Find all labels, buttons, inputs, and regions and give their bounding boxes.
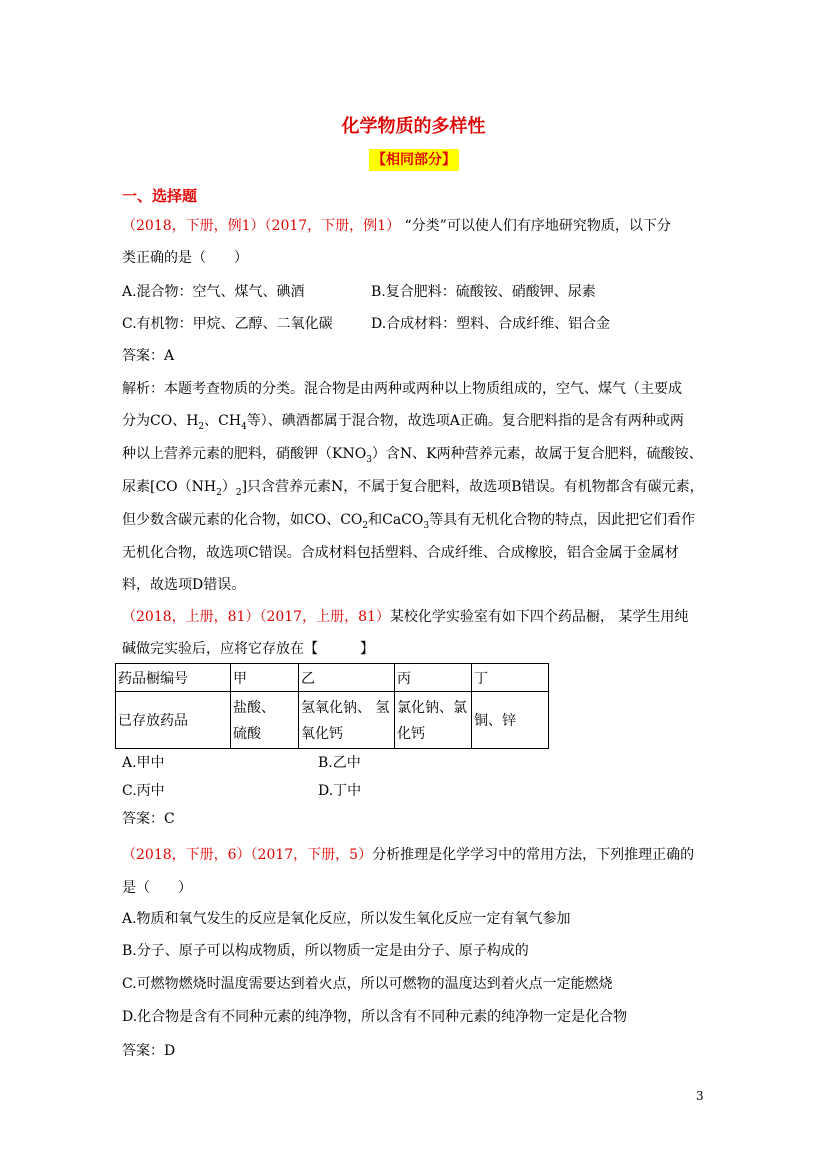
table-cell: 铜、锌 [472, 692, 549, 749]
q2-source: （2018，上册，81）（2017，上册，81） [122, 609, 390, 625]
section-tag: 【相同部分】 [369, 149, 459, 171]
cell-line: 氢氧化钠、 氢 [301, 700, 390, 716]
q1-exp4-text-a: 尿素[CO（NH [122, 479, 217, 495]
table-cell [299, 692, 395, 749]
q1-exp5-text-c: 等具有无机化合物的特点，因此把它们看作 [429, 512, 696, 528]
q2-option-c: C.丙中 [122, 783, 165, 799]
cell-line: 氧化钙 [301, 726, 343, 742]
q1-stem-line2: 类正确的是（ ） [122, 250, 248, 266]
q3-stem-line2: 是（ ） [122, 880, 192, 896]
cell-line: 氯化钠、氯 [397, 700, 467, 716]
q1-explanation-line7: 料，故选项D错误。 [122, 577, 246, 593]
q1-exp2-sub2: 4 [241, 421, 247, 432]
q1-exp3-text-a: 种以上营养元素的肥料，硝酸钾（KNO [122, 446, 367, 462]
section-heading: 一、选择题 [122, 187, 198, 205]
q1-exp5-sub1: 2 [362, 520, 369, 531]
q2-stem-line1 [122, 606, 708, 626]
table-header-cell: 丙 [395, 664, 472, 692]
cell-line: 硫酸 [233, 726, 261, 742]
q2-stem: 某校化学实验室有如下四个药品橱， 某学生用纯 [389, 609, 689, 625]
q1-exp2-text-b: 、CH [204, 413, 242, 429]
q1-option-c: C.有机物：甲烷、乙醇、二氧化碳 [122, 316, 333, 332]
table-header-cell: 乙 [299, 664, 395, 692]
q2-stem-line2: 碱做完实验后，应将它存放在【 】 [122, 641, 374, 657]
q3-option-b: B.分子、原子可以构成物质，所以物质一定是由分子、原子构成的 [122, 943, 529, 959]
q1-exp5-text-a: 但少数含碳元素的化合物，如CO、CO [122, 512, 363, 528]
q1-exp4-text-c: ]只含营养元素N，不属于复合肥料，故选项B错误。有机物都含有碳元素， [241, 479, 704, 495]
q1-option-a: A.混合物：空气、煤气、碘酒 [122, 284, 305, 300]
q3-option-c: C.可燃物燃烧时温度需要达到着火点，所以可燃物的温度达到着火点一定能燃烧 [122, 976, 613, 992]
q3-source: （2018，下册，6）（2017，下册，5） [122, 847, 373, 863]
cabinet-table [115, 663, 549, 749]
q1-explanation-line4 [122, 476, 708, 498]
q1-exp4-sub2: 2 [235, 487, 242, 498]
q1-exp3-sub: 3 [366, 454, 372, 465]
q1-stem-line1 [122, 215, 708, 235]
q1-exp3-text-b: ）含N、K两种营养元素，故属于复合肥料，硫酸铵、 [371, 446, 703, 462]
q1-answer: 答案：A [122, 348, 175, 364]
q2-option-d: D.丁中 [318, 783, 362, 799]
table-cell [231, 692, 299, 749]
table-header-cell: 甲 [231, 664, 299, 692]
q1-exp4-text-b: ） [221, 479, 236, 495]
page-title: 化学物质的多样性 [341, 116, 486, 137]
q1-explanation-line2 [122, 410, 708, 432]
q1-exp5-text-b: 和CaCO [368, 512, 424, 528]
q1-exp4-sub1: 2 [216, 487, 222, 498]
q2-option-b: B.乙中 [318, 755, 361, 771]
q1-exp2-text-a: 分为CO、H [122, 413, 199, 429]
table-row [116, 692, 549, 749]
q3-answer: 答案：D [122, 1043, 176, 1059]
q2-option-a: A.甲中 [122, 755, 165, 771]
table-cell: 已存放药品 [116, 692, 231, 749]
q1-explanation-line6: 无机化合物，故选项C错误。合成材料包括塑料、合成纤维、合成橡胶，铝合金属于金属材 [122, 545, 679, 561]
q3-stem-line1 [122, 844, 708, 864]
page-number: 3 [696, 1089, 704, 1103]
q1-source: （2018，下册，例1）（2017，下册，例1） [122, 218, 401, 234]
cell-line: 化钙 [397, 726, 425, 742]
q1-exp5-sub2: 3 [423, 520, 430, 531]
table-header-cell: 丁 [472, 664, 549, 692]
q1-explanation-line1: 解析：本题考查物质的分类。混合物是由两种或两种以上物质组成的，空气、煤气（主要成 [122, 381, 682, 397]
q1-option-d: D.合成材料：塑料、合成纤维、铝合金 [371, 316, 611, 332]
table-cell [395, 692, 472, 749]
q1-exp2-sub1: 2 [198, 421, 205, 432]
q3-stem: 分析推理是化学学习中的常用方法，下列推理正确的 [372, 847, 695, 863]
q1-exp2-text-c: 等）、碘酒都属于混合物，故选项A正确。复合肥料指的是含有两种或两 [246, 413, 684, 429]
table-header-cell: 药品橱编号 [116, 664, 231, 692]
q1-option-b: B.复合肥料：硫酸铵、硝酸钾、尿素 [371, 284, 596, 300]
q1-explanation-line3 [122, 443, 708, 465]
q3-option-a: A.物质和氧气发生的反应是氧化反应，所以发生氧化反应一定有氧气参加 [122, 911, 571, 927]
table-header-row [116, 664, 549, 692]
q2-answer: 答案：C [122, 811, 175, 827]
cell-line: 盐酸、 [233, 700, 275, 716]
q1-explanation-line5 [122, 509, 708, 531]
q3-option-d: D.化合物是含有不同种元素的纯净物，所以含有不同种元素的纯净物一定是化合物 [122, 1009, 628, 1025]
q1-stem: “分类”可以使人们有序地研究物质，以下分 [400, 218, 671, 234]
